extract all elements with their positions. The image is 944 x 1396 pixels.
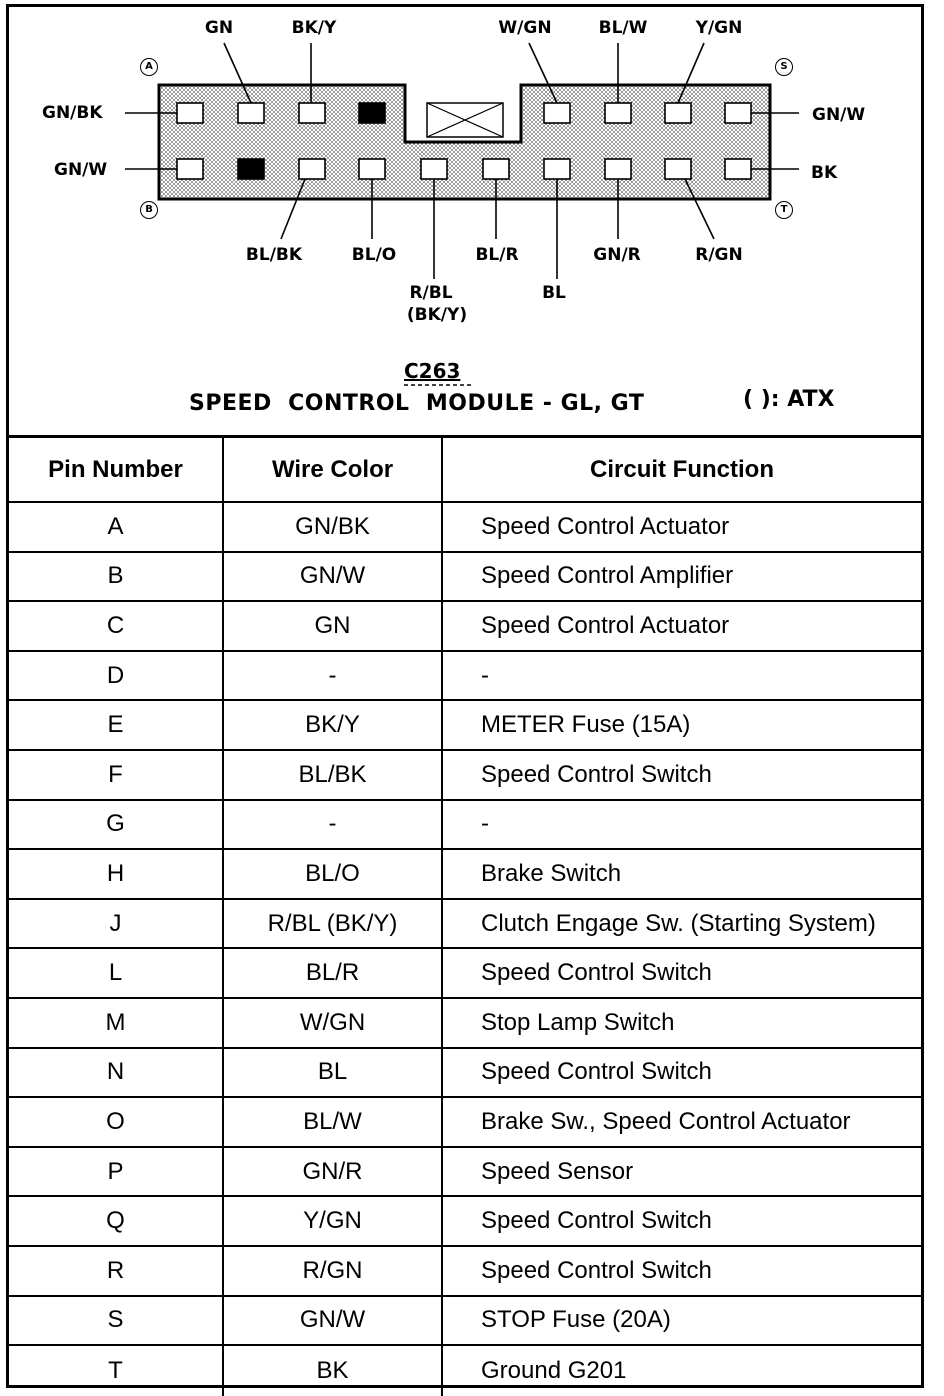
table-row [9,602,921,652]
circuit-function-cell: Speed Control Actuator [481,611,730,639]
table-row [9,1247,921,1297]
wire-label-gnr: GN/R [593,245,641,265]
corner-marker-s: S [775,58,793,76]
circuit-function-cell: METER Fuse (15A) [481,711,691,739]
table-row [9,1098,921,1148]
pin-table [9,438,921,1396]
header-circuit-function: Circuit Function [590,455,774,483]
pin-cell: M [9,999,224,1047]
wire-color-cell: BK [224,1346,443,1396]
wire-color-cell: R/GN [224,1247,443,1295]
wire-color-cell: BL/O [224,850,443,898]
circuit-function-cell: Stop Lamp Switch [481,1008,675,1036]
wire-color-cell: BK/Y [224,701,443,749]
pin-cell: O [9,1098,224,1146]
wire-label-wgn: W/GN [498,18,552,38]
circuit-function-cell: Speed Control Switch [481,760,712,788]
wire-label-blw: BL/W [598,18,648,38]
pin-cell: E [9,701,224,749]
wire-color-cell: GN/BK [224,503,443,551]
wire-label-blo: BL/O [351,245,397,265]
circuit-function-cell: Speed Control Switch [481,959,712,987]
wire-label-blr: BL/R [475,245,519,265]
table-row [9,751,921,801]
table-row [9,850,921,900]
pin-cell: A [9,503,224,551]
wire-label-blbk: BL/BK [245,245,303,265]
header-pin-number: Pin Number [9,438,224,501]
pin-cell: Q [9,1197,224,1245]
pin-cell: F [9,751,224,799]
circuit-function-cell: Speed Control Switch [481,1058,712,1086]
wire-label-gnbk: GN/BK [42,103,103,123]
wire-label-bky-atx: (BK/Y) [406,305,468,325]
circuit-function-cell: Speed Control Switch [481,1256,712,1284]
table-row [9,900,921,950]
table-row [9,701,921,751]
pin-cell: B [9,553,224,601]
table-row [9,1197,921,1247]
wire-color-cell: GN/R [224,1148,443,1196]
wire-color-cell: W/GN [224,999,443,1047]
circuit-function-cell: Ground G201 [481,1356,627,1384]
table-row [9,949,921,999]
pin-cell: T [9,1346,224,1396]
connector-diagram [9,7,921,438]
pin-cell: S [9,1297,224,1345]
circuit-function-cell: Brake Sw., Speed Control Actuator [481,1107,851,1135]
page-frame [6,4,924,1388]
wire-color-cell: R/BL (BK/Y) [224,900,443,948]
wire-label-rgn: R/GN [695,245,743,265]
wire-color-cell: - [224,652,443,700]
wire-color-cell: Y/GN [224,1197,443,1245]
corner-marker-b: B [140,201,158,219]
wire-color-cell: BL [224,1049,443,1097]
wire-label-gnw-right: GN/W [812,105,866,125]
table-row [9,553,921,603]
wire-color-cell: BL/W [224,1098,443,1146]
pin-cell: H [9,850,224,898]
connector-title: SPEED CONTROL MODULE - GL, GT [189,391,645,416]
table-row [9,1148,921,1198]
wire-label-bk: BK [811,163,838,183]
table-row [9,503,921,553]
wire-label-gnw-left: GN/W [54,160,108,180]
connector-id: C263 [404,359,461,383]
wire-label-bl: BL [542,283,566,303]
wire-label-bky: BK/Y [291,18,337,38]
circuit-function-cell: Clutch Engage Sw. (Starting System) [481,909,876,937]
pin-cell: L [9,949,224,997]
pin-cell: D [9,652,224,700]
pin-cell: G [9,801,224,849]
circuit-function-cell: - [481,661,489,689]
table-row [9,1049,921,1099]
wire-color-cell: GN [224,602,443,650]
wire-label-rbl: R/BL [409,283,453,303]
circuit-function-cell: Speed Control Amplifier [481,562,734,590]
header-wire-color: Wire Color [224,438,443,501]
wire-label-gn: GN [204,18,234,38]
circuit-function-cell: Speed Control Switch [481,1207,712,1235]
pin-cell: J [9,900,224,948]
corner-marker-a: A [140,58,158,76]
wire-color-cell: GN/W [224,553,443,601]
wire-color-cell: BL/BK [224,751,443,799]
circuit-function-cell: STOP Fuse (20A) [481,1306,671,1334]
pin-cell: C [9,602,224,650]
atx-note: ( ): ATX [743,387,835,412]
table-row [9,652,921,702]
circuit-function-cell: - [481,810,489,838]
wire-color-cell: - [224,801,443,849]
circuit-function-cell: Speed Sensor [481,1157,634,1185]
circuit-function-cell: Speed Control Actuator [481,512,730,540]
pin-cell: R [9,1247,224,1295]
wire-color-cell: BL/R [224,949,443,997]
circuit-function-cell: Brake Switch [481,859,622,887]
corner-marker-t: T [775,201,793,219]
table-row [9,999,921,1049]
table-row [9,1297,921,1347]
pin-cell: P [9,1148,224,1196]
wire-color-cell: GN/W [224,1297,443,1345]
pin-cell: N [9,1049,224,1097]
table-header [9,438,921,503]
table-row [9,1346,921,1396]
wire-label-ygn: Y/GN [695,18,743,38]
table-row [9,801,921,851]
